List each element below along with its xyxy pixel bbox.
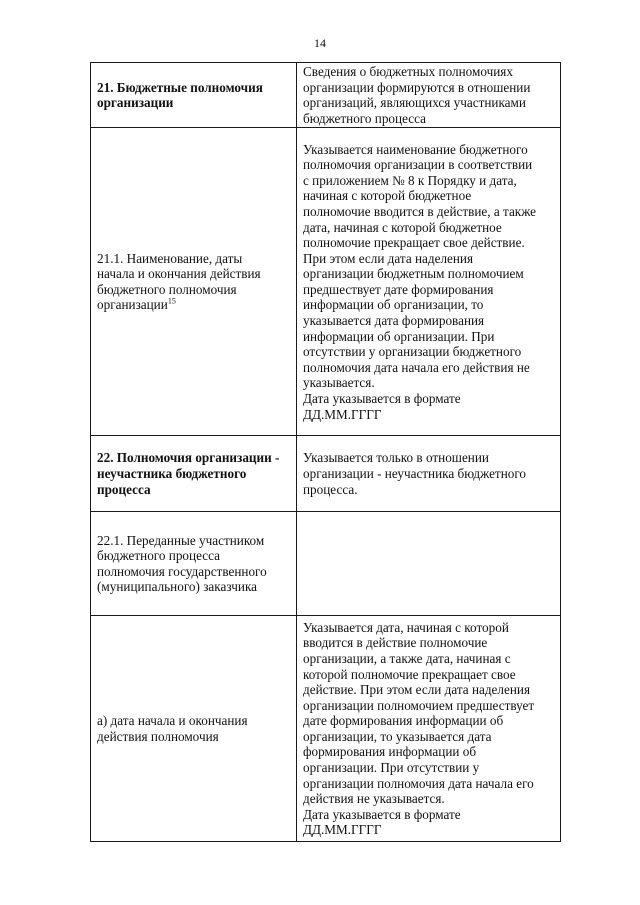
row-22-1-a-field-name: а) дата начала и окончания действия полномочия <box>91 616 297 842</box>
footnote-marker: 15 <box>167 297 176 307</box>
row-21-1-field-name-text: 21.1. Наименование, даты начала и окончания действия бюджетного полномочия организации <box>97 250 261 313</box>
row-22-field-name: 22. Полномочия организации - неучастника бюджетного процесса <box>91 436 297 512</box>
table-row <box>91 512 561 616</box>
requirements-table <box>90 62 561 842</box>
row-21-1-description: Указывается наименование бюджетного полномочия организации в соответствии с приложением № 8 к Порядку и дата, начиная с которой бюджетное полномочие вводится в действие, а также дата, начиная с которой бюджетное полномочие прекращает свое действие. При этом если дата наделения организации бюджетным полномочием предшествует дате формирования информации об организации, то указывается дата формирования информации об организации. При отсутствии у организации бюджетного полномочия дата начала его действия не указывается. Дата указывается в формате ДД.ММ.ГГГГ <box>297 128 561 436</box>
row-22-1-description <box>297 512 561 616</box>
table-row <box>91 616 561 842</box>
row-21-field-name: 21. Бюджетные полномочия организации <box>91 63 297 128</box>
row-21-description: Сведения о бюджетных полномочиях организации формируются в отношении организаций, являющихся участниками бюджетного процесса <box>297 63 561 128</box>
table-row <box>91 436 561 512</box>
row-21-1-field-name <box>91 128 297 436</box>
page-number: 14 <box>314 36 326 50</box>
row-22-1-a-description: Указывается дата, начиная с которой вводится в действие полномочие организации, а также дата, начиная с которой полномочие прекращает свое действие. При этом если дата наделения организации полномочием предшествует дате формирования информации об организации, то указывается дата формирования информации об организации. При отсутствии у организации полномочия дата начала его действия не указывается. Дата указывается в формате ДД.ММ.ГГГГ <box>297 616 561 842</box>
row-22-description: Указывается только в отношении организации - неучастника бюджетного процесса. <box>297 436 561 512</box>
row-22-1-field-name: 22.1. Переданные участником бюджетного процесса полномочия государственного (муниципального) заказчика <box>91 512 297 616</box>
table-row <box>91 63 561 128</box>
table-row <box>91 128 561 436</box>
